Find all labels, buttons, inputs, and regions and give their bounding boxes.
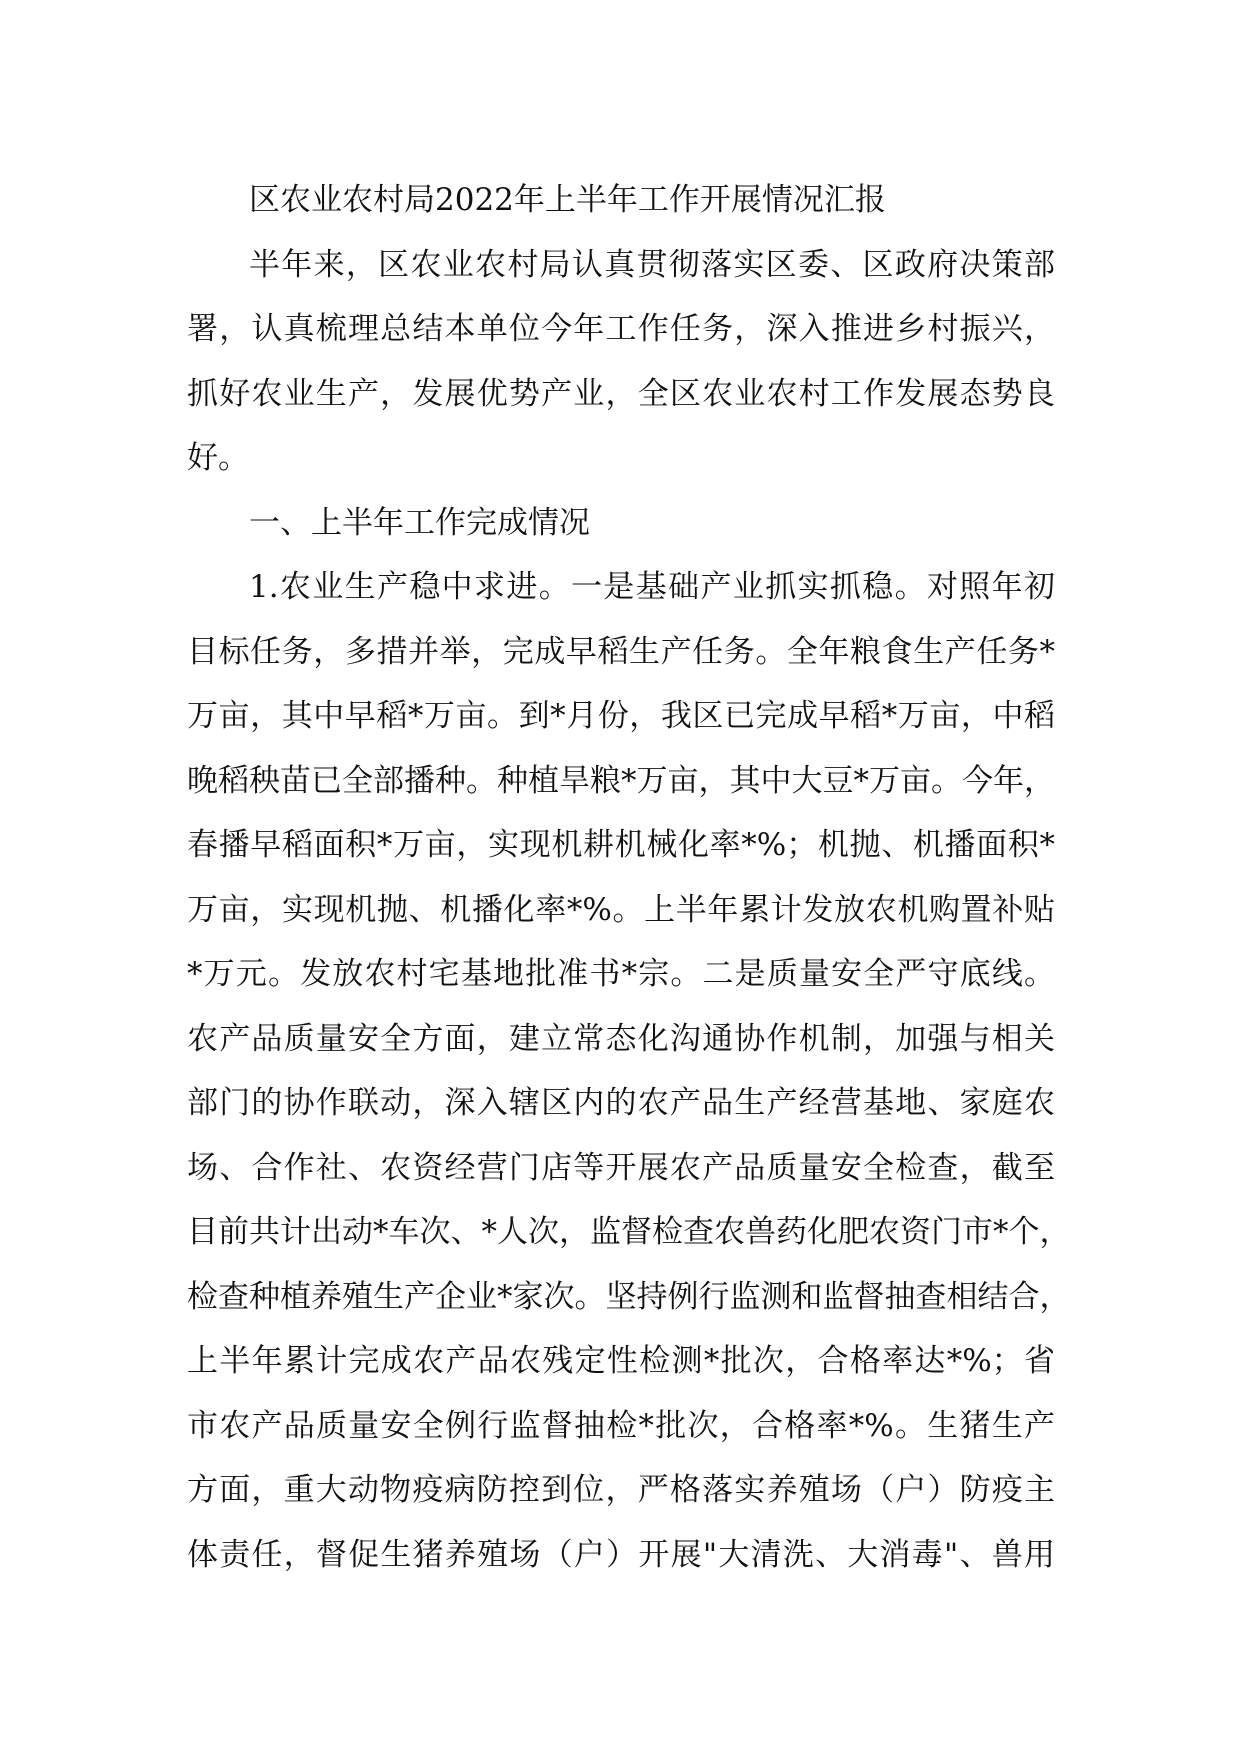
body-line: 晚稻秧苗已全部播种。种植旱粮*万亩，其中大豆*万亩。今年，: [187, 762, 1055, 799]
body-line: 体责任，督促生猪养殖场（户）开展"大清洗、大消毒"、兽用: [187, 1536, 1055, 1573]
body-line: 目前共计出动*车次、*人次，监督检查农兽药化肥农资门市*个，: [187, 1214, 1071, 1250]
document-title: 区农业农村局2022年上半年工作开展情况汇报: [249, 182, 886, 218]
body-line: 市农产品质量安全例行监督抽检*批次，合格率*%。生猪生产: [187, 1407, 1055, 1444]
body-line: 场、合作社、农资经营门店等开展农产品质量安全检查，截至: [187, 1149, 1055, 1186]
body-line: 检查种植养殖生产企业*家次。坚持例行监测和监督抽查相结合，: [187, 1278, 1071, 1315]
body-line: 春播早稻面积*万亩，实现机耕机械化率*%；机抛、机播面积*: [187, 827, 1055, 863]
body-line: *万元。发放农村宅基地批准书*宗。二是质量安全严守底线。: [187, 956, 1055, 992]
body-line: 农产品质量安全方面，建立常态化沟通协作机制，加强与相关: [187, 1020, 1055, 1057]
body-line: 方面，重大动物疫病防控到位，严格落实养殖场（户）防疫主: [187, 1472, 1055, 1508]
body-line: 上半年累计完成农产品农残定性检测*批次，合格率达*%；省: [187, 1343, 1055, 1379]
intro-line: 署，认真梳理总结本单位今年工作任务，深入推进乡村振兴，: [187, 311, 1055, 347]
intro-line: 半年来，区农业农村局认真贯彻落实区委、区政府决策部: [249, 246, 1055, 283]
document-body: [187, 168, 1071, 1587]
section-heading: 一、上半年工作完成情况: [249, 504, 590, 541]
intro-line: 抓好农业生产，发展优势产业，全区农业农村工作发展态势良: [187, 375, 1055, 412]
body-line: 万亩，实现机抛、机播化率*%。上半年累计发放农机购置补贴: [187, 891, 1055, 928]
body-line: 1.农业生产稳中求进。一是基础产业抓实抓稳。对照年初: [249, 569, 1055, 605]
intro-line: 好。: [187, 440, 249, 476]
body-line: 目标任务，多措并举，完成早稻生产任务。全年粮食生产任务*: [187, 633, 1055, 670]
body-line: 部门的协作联动，深入辖区内的农产品生产经营基地、家庭农: [187, 1085, 1055, 1121]
body-line: 万亩，其中早稻*万亩。到*月份，我区已完成早稻*万亩，中稻: [187, 698, 1055, 734]
